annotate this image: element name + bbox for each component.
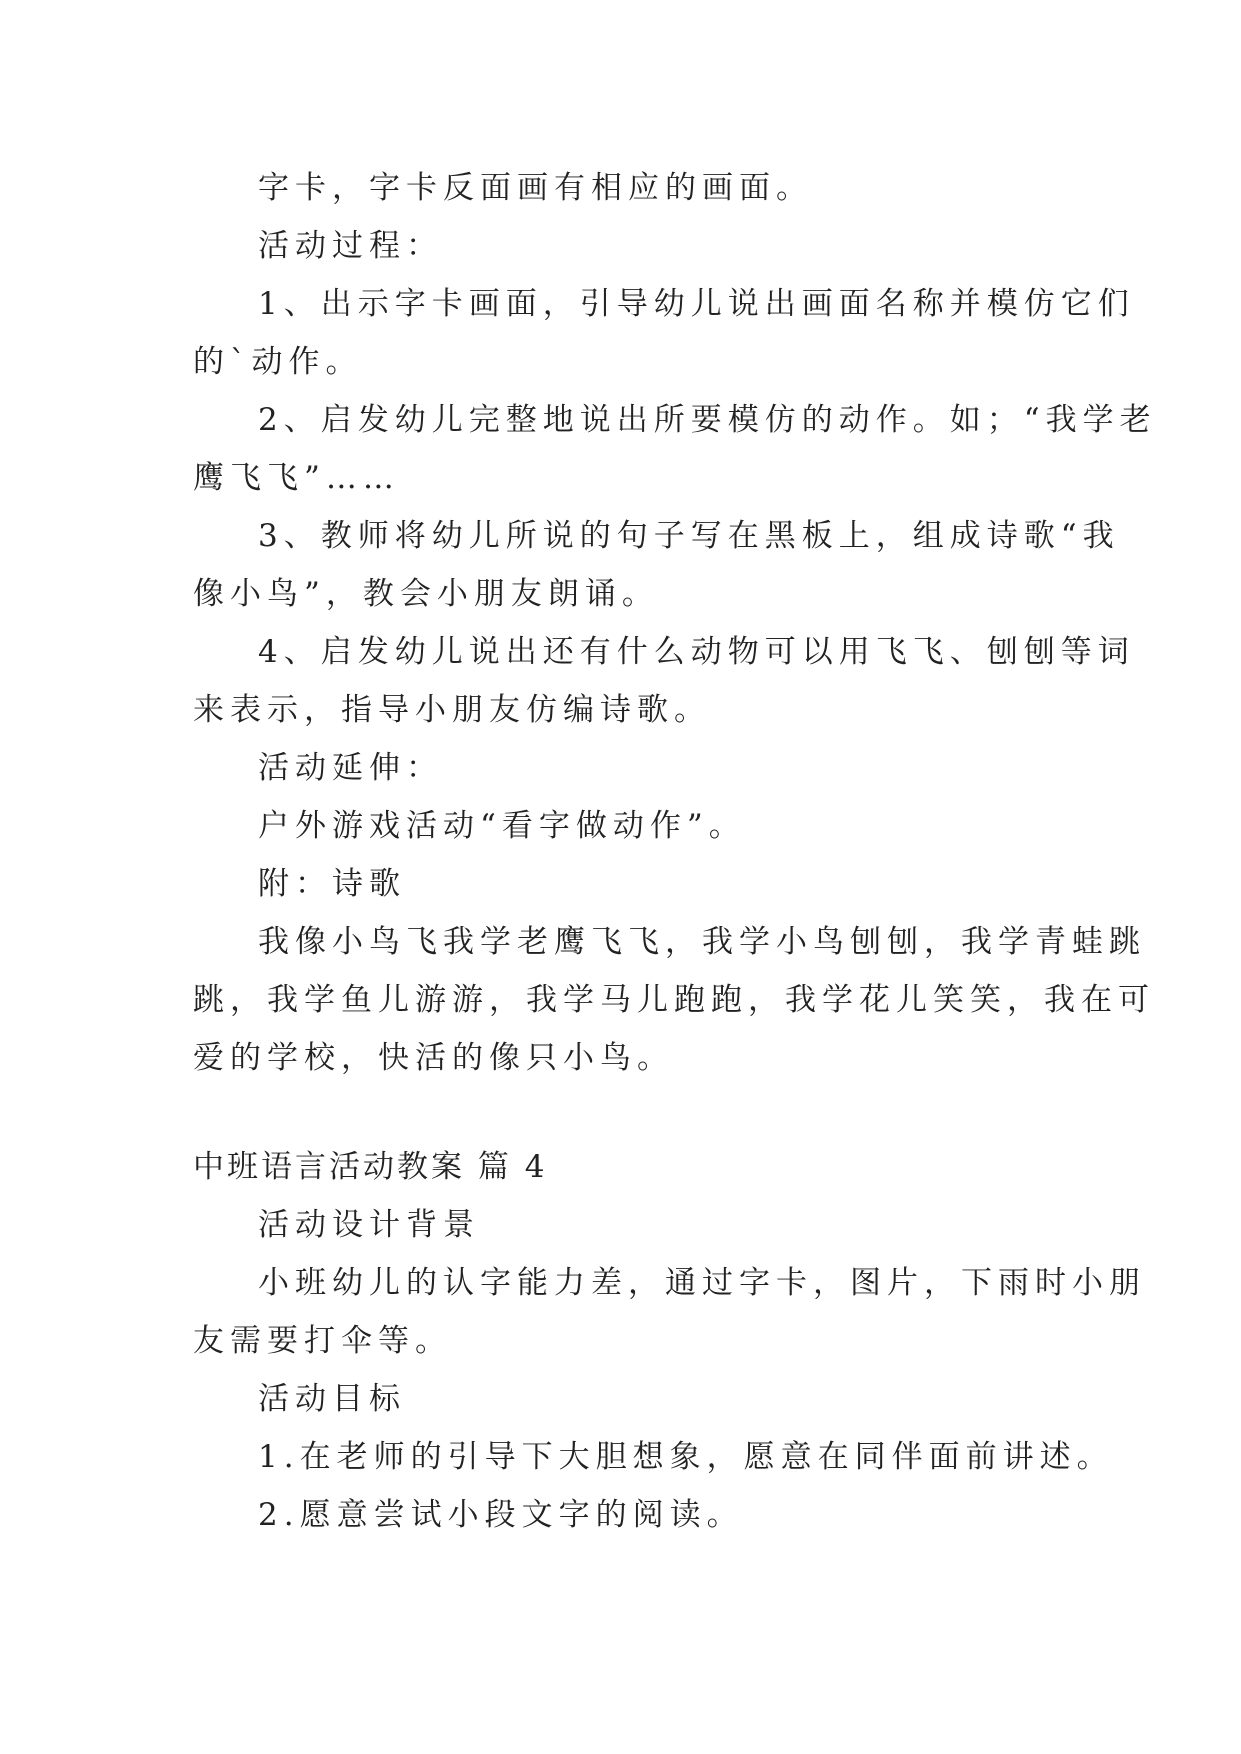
poem-line: 跳，我学鱼儿游游，我学马儿跑跑，我学花儿笑笑，我在可 (193, 982, 1155, 1018)
section-label: 活动延伸： (258, 750, 443, 786)
poem-line: 我像小鸟飞我学老鹰飞飞，我学小鸟刨刨，我学青蛙跳 (258, 924, 1146, 960)
list-item: 1.在老师的引导下大胆想象，愿意在同伴面前讲述。 (258, 1439, 1114, 1475)
poem-line: 爱的学校，快活的像只小鸟。 (193, 1040, 674, 1076)
paragraph-line: 4、启发幼儿说出还有什么动物可以用飞飞、刨刨等词 (258, 634, 1135, 670)
list-item: 2.愿意尝试小段文字的阅读。 (258, 1497, 744, 1533)
section-label: 活动目标 (258, 1381, 406, 1417)
section-label: 活动过程： (258, 228, 443, 264)
lesson-heading: 中班语言活动教案 篇 4 (193, 1149, 548, 1185)
paragraph-line: 字卡，字卡反面画有相应的画面。 (258, 170, 813, 206)
section-label: 活动设计背景 (258, 1207, 480, 1243)
paragraph-line: 3、教师将幼儿所说的句子写在黑板上，组成诗歌“我 (258, 518, 1120, 554)
paragraph-line: 友需要打伞等。 (193, 1323, 452, 1359)
paragraph-line: 来表示，指导小朋友仿编诗歌。 (193, 692, 711, 728)
paragraph-line: 户外游戏活动“看字做动作”。 (258, 808, 746, 844)
paragraph-line: 的`动作。 (193, 344, 363, 380)
paragraph-line: 2、启发幼儿完整地说出所要模仿的动作。如；“我学老 (258, 402, 1157, 438)
paragraph-line: 鹰飞飞”…… (193, 460, 400, 496)
paragraph-line: 小班幼儿的认字能力差，通过字卡，图片，下雨时小朋 (258, 1265, 1146, 1301)
paragraph-line: 像小鸟”，教会小朋友朗诵。 (193, 576, 659, 612)
section-label: 附：诗歌 (258, 866, 406, 902)
paragraph-line: 1、出示字卡画面，引导幼儿说出画面名称并模仿它们 (258, 286, 1135, 322)
